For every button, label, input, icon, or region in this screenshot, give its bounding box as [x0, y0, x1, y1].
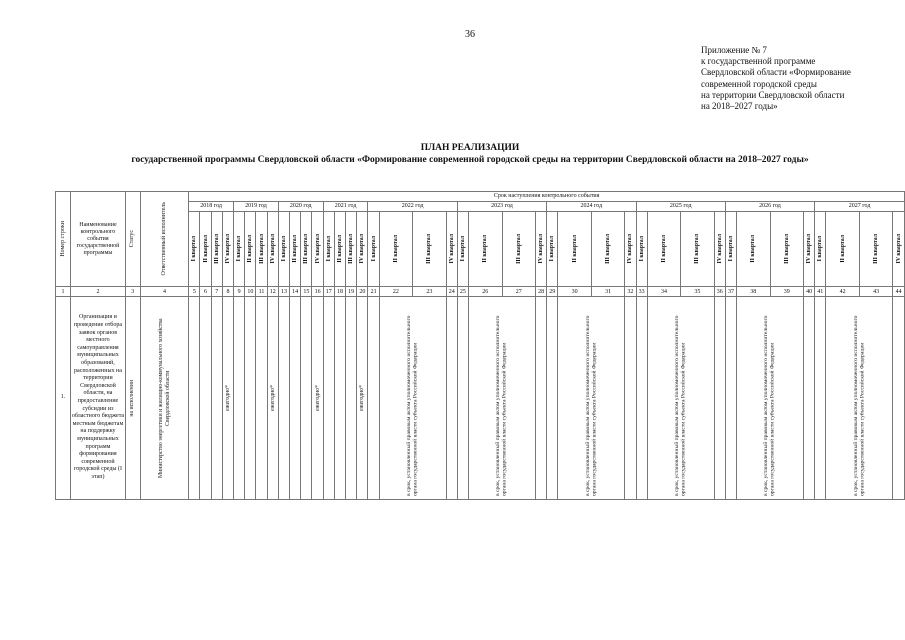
empty-cell: [535, 297, 546, 500]
quarter-header: II квартал: [200, 212, 211, 287]
header-executor: Ответственный исполнитель: [140, 192, 189, 287]
year-header: 2024 год: [547, 202, 636, 212]
quarter-header: II квартал: [469, 212, 502, 287]
deadline-text: в срок, установленный правовым актом уполномоченного исполнительного органа государственной власти субъекта Российской Федерации: [558, 297, 625, 500]
empty-cell: [446, 297, 457, 500]
empty-cell: [234, 297, 245, 500]
empty-cell: [256, 297, 267, 500]
empty-cell: [200, 297, 211, 500]
empty-cell: [714, 297, 725, 500]
row-number: 1.: [56, 297, 71, 500]
quarter-header: I квартал: [368, 212, 379, 287]
empty-cell: [815, 297, 826, 500]
column-number: 14: [290, 287, 301, 297]
header-event-name: Наименование контрольного события государственной программы: [71, 192, 126, 287]
empty-cell: [301, 297, 312, 500]
deadline-text: в срок, установленный правовым актом уполномоченного исполнительного органа государственной власти субъекта Российской Федерации: [469, 297, 536, 500]
year-header: 2020 год: [278, 202, 323, 212]
appendix-note: [701, 45, 901, 112]
annual-mark: ежегодно*: [267, 297, 278, 500]
appendix-line: Свердловской области «Формирование: [701, 67, 851, 78]
empty-cell: [189, 297, 200, 500]
quarter-header: I квартал: [278, 212, 289, 287]
quarter-header: III квартал: [301, 212, 312, 287]
column-number: 13: [278, 287, 289, 297]
empty-cell: [245, 297, 256, 500]
quarter-header: I квартал: [457, 212, 468, 287]
quarter-header: IV квартал: [893, 212, 905, 287]
header-deadline-group: Срок наступления контрольного события: [189, 192, 905, 202]
empty-cell: [636, 297, 647, 500]
column-number: 32: [625, 287, 636, 297]
quarter-header: II квартал: [290, 212, 301, 287]
column-number: 34: [647, 287, 680, 297]
quarter-header: III квартал: [859, 212, 892, 287]
deadline-text: в срок, установленный правовым актом уполномоченного исполнительного органа государственной власти субъекта Российской Федерации: [826, 297, 893, 500]
appendix-line: на 2018–2027 годы»: [701, 101, 778, 112]
year-header: 2019 год: [234, 202, 279, 212]
annual-mark: ежегодно*: [222, 297, 233, 500]
year-header: 2027 год: [815, 202, 905, 212]
column-number: 6: [200, 287, 211, 297]
column-number: 41: [815, 287, 826, 297]
annual-mark: ежегодно*: [357, 297, 368, 500]
column-number: 28: [535, 287, 546, 297]
column-number: 21: [368, 287, 379, 297]
column-number: 44: [893, 287, 905, 297]
quarter-header: II квартал: [379, 212, 412, 287]
column-number: 30: [558, 287, 591, 297]
title-line-2: государственной программы Свердловской области «Формирование современной городской среды на территории Свердловской области на 2018–2027 годы»: [131, 155, 809, 165]
quarter-header: III квартал: [413, 212, 446, 287]
quarter-header: IV квартал: [446, 212, 457, 287]
empty-cell: [893, 297, 905, 500]
column-number: 3: [125, 287, 140, 297]
header-row-number: Номер строки: [56, 192, 71, 287]
column-number: 25: [457, 287, 468, 297]
quarter-header: III квартал: [591, 212, 624, 287]
column-number: 27: [502, 287, 535, 297]
quarter-header: III квартал: [770, 212, 803, 287]
quarter-header: III квартал: [681, 212, 714, 287]
column-number: 40: [804, 287, 815, 297]
column-number: 2: [71, 287, 126, 297]
column-number: 38: [737, 287, 770, 297]
column-number: 33: [636, 287, 647, 297]
quarter-header: III квартал: [346, 212, 357, 287]
column-number: 35: [681, 287, 714, 297]
column-number: 9: [234, 287, 245, 297]
status-cell: на исполнении: [125, 297, 140, 500]
quarter-header: II квартал: [245, 212, 256, 287]
title-line-1: ПЛАН РЕАЛИЗАЦИИ: [420, 143, 520, 153]
event-description: Организация и проведение отбора заявок органов местного самоуправления муниципальных образований, расположенных на территории Свердловской области, на предоставление субсидии из областного бюджета местным бюджетам на поддержку муниципальных программ формирования современной городской среды (I этап): [71, 297, 126, 500]
executor-cell: Министерство энергетики и жилищно-коммунального хозяйства Свердловской области: [140, 297, 189, 500]
quarter-header: I квартал: [323, 212, 334, 287]
empty-cell: [725, 297, 736, 500]
column-number: 29: [547, 287, 558, 297]
column-number: 42: [826, 287, 859, 297]
column-number: 18: [334, 287, 345, 297]
quarter-header: IV квартал: [357, 212, 368, 287]
quarter-header: II квартал: [334, 212, 345, 287]
column-number: 4: [140, 287, 189, 297]
column-number: 24: [446, 287, 457, 297]
year-header: 2026 год: [725, 202, 814, 212]
quarter-header: I квартал: [725, 212, 736, 287]
quarter-header: I квартал: [815, 212, 826, 287]
deadline-text: в срок, установленный правовым актом уполномоченного исполнительного органа государственной власти субъекта Российской Федерации: [379, 297, 446, 500]
empty-cell: [547, 297, 558, 500]
quarter-header: II квартал: [826, 212, 859, 287]
header-status: Статус: [125, 192, 140, 287]
column-number: 37: [725, 287, 736, 297]
quarter-header: I квартал: [547, 212, 558, 287]
column-number: 23: [413, 287, 446, 297]
empty-cell: [457, 297, 468, 500]
column-number: 36: [714, 287, 725, 297]
deadline-text: в срок, установленный правовым актом уполномоченного исполнительного органа государственной власти субъекта Российской Федерации: [647, 297, 714, 500]
column-number: 8: [222, 287, 233, 297]
quarter-header: III квартал: [211, 212, 222, 287]
empty-cell: [368, 297, 379, 500]
empty-cell: [346, 297, 357, 500]
quarter-header: IV квартал: [222, 212, 233, 287]
column-number: 12: [267, 287, 278, 297]
column-number: 43: [859, 287, 892, 297]
year-header: 2018 год: [189, 202, 234, 212]
year-header: 2025 год: [636, 202, 725, 212]
quarter-header: IV квартал: [267, 212, 278, 287]
quarter-header: II квартал: [737, 212, 770, 287]
empty-cell: [323, 297, 334, 500]
empty-cell: [625, 297, 636, 500]
column-number: 31: [591, 287, 624, 297]
appendix-line: Приложение № 7: [701, 45, 767, 55]
appendix-line: современной городской среды: [701, 78, 817, 89]
quarter-header: I квартал: [636, 212, 647, 287]
deadline-text: в срок, установленный правовым актом уполномоченного исполнительного органа государственной власти субъекта Российской Федерации: [737, 297, 804, 500]
appendix-line: на территории Свердловской области: [701, 89, 845, 100]
column-number: 15: [301, 287, 312, 297]
column-number: 10: [245, 287, 256, 297]
quarter-header: III квартал: [502, 212, 535, 287]
empty-cell: [211, 297, 222, 500]
column-number: 17: [323, 287, 334, 297]
document-title: [0, 142, 905, 166]
quarter-header: IV квартал: [804, 212, 815, 287]
empty-cell: [804, 297, 815, 500]
column-number: 7: [211, 287, 222, 297]
quarter-header: III квартал: [256, 212, 267, 287]
annual-mark: ежегодно*: [312, 297, 323, 500]
year-header: 2023 год: [457, 202, 546, 212]
year-header: 2021 год: [323, 202, 368, 212]
quarter-header: IV квартал: [535, 212, 546, 287]
column-number: 39: [770, 287, 803, 297]
empty-cell: [278, 297, 289, 500]
implementation-plan-table: [55, 191, 905, 500]
quarter-header: IV квартал: [312, 212, 323, 287]
empty-cell: [334, 297, 345, 500]
quarter-header: I квартал: [234, 212, 245, 287]
quarter-header: II квартал: [558, 212, 591, 287]
column-number: 11: [256, 287, 267, 297]
column-number: 19: [346, 287, 357, 297]
page-number: 36: [465, 29, 475, 40]
quarter-header: IV квартал: [625, 212, 636, 287]
appendix-line: к государственной программе: [701, 56, 816, 67]
column-number: 20: [357, 287, 368, 297]
column-number: 22: [379, 287, 412, 297]
column-number: 5: [189, 287, 200, 297]
column-number: 26: [469, 287, 502, 297]
quarter-header: II квартал: [647, 212, 680, 287]
column-number: 16: [312, 287, 323, 297]
quarter-header: I квартал: [189, 212, 200, 287]
quarter-header: IV квартал: [714, 212, 725, 287]
column-number: 1: [56, 287, 71, 297]
empty-cell: [290, 297, 301, 500]
year-header: 2022 год: [368, 202, 457, 212]
